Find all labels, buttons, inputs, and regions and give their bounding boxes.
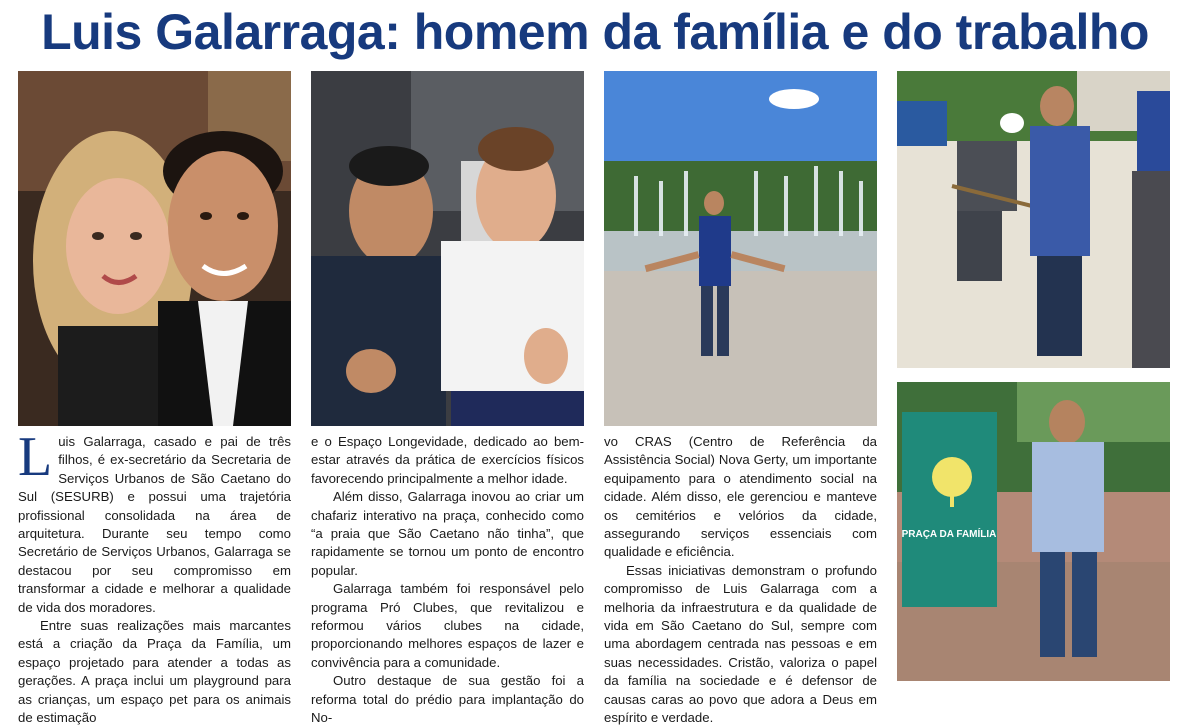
photo-praca-sign xyxy=(897,382,1170,681)
photo-fountain xyxy=(604,71,877,426)
paragraph: e o Espaço Longevidade, dedicado ao bem-estar através da prática de exercícios físicos favorecendo principalmente a melhor idade. xyxy=(311,434,584,486)
sign-text: PRAÇA DA FAMÍLIA xyxy=(901,529,997,540)
article-column-3 xyxy=(604,433,877,726)
paragraph: Outro destaque de sua gestão foi a reforma total do prédio para implantação do No- xyxy=(311,673,584,726)
photo-construction xyxy=(897,71,1170,368)
paragraph: vo CRAS (Centro de Referência da Assistência Social) Nova Gerty, um importante equipamento para o atendimento social na cidade. Além disso, ele gerenciou e manteve os cemitérios e velórios da cidade, assegurando serviços essenciais com qualidade e eficiência. xyxy=(604,434,877,560)
photo-two-men xyxy=(311,71,584,426)
paragraph: Além disso, Galarraga inovou ao criar um chafariz interativo na praça, conhecido como “a praia que São Caetano não tinha”, que rapidamente se tornou um ponto de encontro popular. xyxy=(311,489,584,578)
article-column-1 xyxy=(18,426,291,726)
photo-couple xyxy=(18,71,291,426)
paragraph: Galarraga também foi responsável pelo programa Pró Clubes, que revitalizou e reformou vários clubes na cidade, proporcionando melhores espaços de lazer e convivência para a comunidade. xyxy=(311,581,584,670)
paragraph: Essas iniciativas demonstram o profundo compromisso de Luis Galarraga com a melhoria da infraestrutura e da qualidade de vida em São Caetano do Sul, sempre com uma abordagem centrada nas pessoas e em suas necessidades. Cristão, valoriza o papel da família na sociedade e é defensor de causas caras ao povo que adora a Deus em espírito e verdade. xyxy=(604,562,877,726)
drop-cap: L xyxy=(18,426,53,488)
article-headline: Luis Galarraga: homem da família e do trabalho xyxy=(41,4,1149,60)
paragraph: Entre suas realizações mais marcantes está a criação da Praça da Família, um espaço projetado para atender a todas as gerações. A praça inclui um playground para as crianças, um espaço pet para os animais de estimação xyxy=(18,618,291,726)
paragraph: Luis Galarraga, casado e pai de três filhos, é ex-secretário da Secretaria de Serviços Urbanos de São Caetano do Sul (SESURB) e possui uma trajetória profissional consolidada na área de arquitetura. Durante seu tempo como Secretário de Serviços Urbanos, Galarraga se destacou por seu compromisso em transformar a cidade e melhorar a qualidade de vida dos moradores. xyxy=(18,426,291,615)
article-column-2 xyxy=(311,433,584,726)
